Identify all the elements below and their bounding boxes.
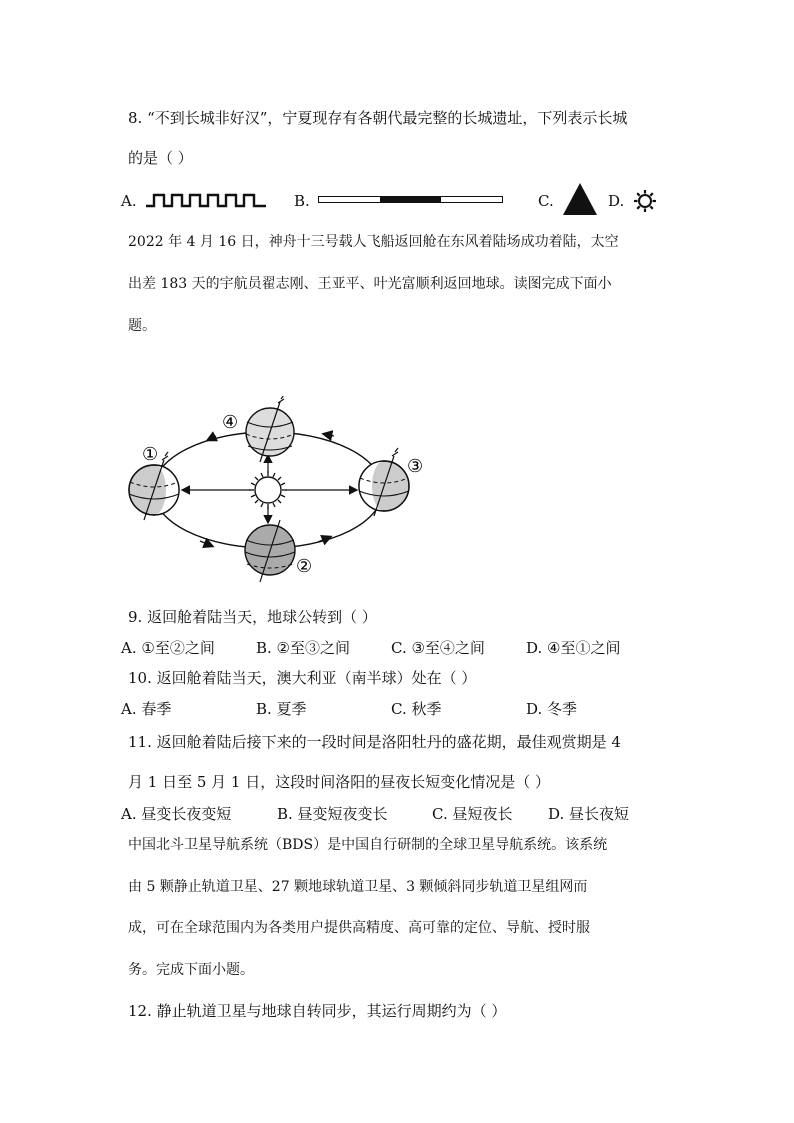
- sun-icon: [249, 471, 287, 509]
- q10-stem: 10. 返回舱着陆当天，澳大利亚（南半球）处在（ ）: [128, 669, 477, 687]
- wall-crenellation-symbol: [146, 192, 266, 208]
- figure-label-3: ③: [407, 456, 424, 477]
- q8-stem-line1: 8. “不到长城非好汉”，宁夏现存有各朝代最完整的长城遗址，下列表示长城: [128, 109, 628, 127]
- passage2-line2: 由 5 颗静止轨道卫星、27 颗地球轨道卫星、3 颗倾斜同步轨道卫星组网而: [128, 879, 588, 895]
- q8-option-c-label: C.: [538, 192, 554, 210]
- passage1-line3: 题。: [128, 318, 156, 334]
- passage2-line3: 成，可在全球范围内为各类用户提供高精度、高可靠的定位、导航、授时服: [128, 920, 590, 936]
- q8-stem-line2: 的是（ ）: [128, 149, 193, 167]
- q11-option-d: D. 昼长夜短: [548, 805, 630, 823]
- figure-label-1: ①: [142, 444, 159, 465]
- q9-option-c: C. ③至④之间: [391, 639, 485, 657]
- figure-label-4: ④: [222, 412, 239, 433]
- q11-option-a: A. 昼变长夜变短: [121, 805, 232, 823]
- boundary-line-symbol: [318, 195, 504, 205]
- q8-option-a-label: A.: [121, 192, 137, 210]
- q10-option-d: D. 冬季: [526, 700, 578, 718]
- earth-position-3: [359, 448, 409, 516]
- q11-option-b: B. 昼变短夜变长: [277, 805, 388, 823]
- q9-stem: 9. 返回舱着陆当天，地球公转到（ ）: [128, 608, 377, 626]
- q8-option-d-label: D.: [608, 192, 625, 210]
- q10-option-c: C. 秋季: [391, 700, 442, 718]
- q10-option-a: A. 春季: [121, 700, 172, 718]
- figure-label-2: ②: [296, 556, 313, 577]
- q10-option-b: B. 夏季: [256, 700, 307, 718]
- earth-orbit-diagram: [120, 396, 440, 592]
- q9-option-d: D. ④至①之间: [526, 639, 621, 657]
- earth-position-2: [245, 520, 295, 582]
- q9-option-a: A. ①至②之间: [121, 639, 215, 657]
- q9-option-b: B. ②至③之间: [256, 639, 351, 657]
- passage1-line2: 出差 183 天的宇航员翟志刚、王亚平、叶光富顺利返回地球。读图完成下面小: [128, 276, 612, 292]
- passage2-line4: 务。完成下面小题。: [128, 962, 254, 978]
- q11-option-c: C. 昼短夜长: [432, 805, 513, 823]
- sun-gear-symbol: [633, 189, 657, 213]
- passage1-line1: 2022 年 4 月 16 日，神舟十三号载人飞船返回舱在东风着陆场成功着陆，太空: [128, 234, 619, 250]
- mountain-peak-triangle: [562, 182, 598, 216]
- q12-stem: 12. 静止轨道卫星与地球自转同步，其运行周期约为（ ）: [128, 1002, 507, 1020]
- q8-option-b-label: B.: [294, 192, 310, 210]
- q11-stem-line2: 月 1 日至 5 月 1 日，这段时间洛阳的昼夜长短变化情况是（ ）: [128, 773, 551, 791]
- q11-stem-line1: 11. 返回舱着陆后接下来的一段时间是洛阳牡丹的盛花期，最佳观赏期是 4: [128, 733, 621, 751]
- earth-position-4: [246, 396, 294, 462]
- passage2-line1: 中国北斗卫星导航系统（BDS）是中国自行研制的全球卫星导航系统。该系统: [128, 837, 608, 853]
